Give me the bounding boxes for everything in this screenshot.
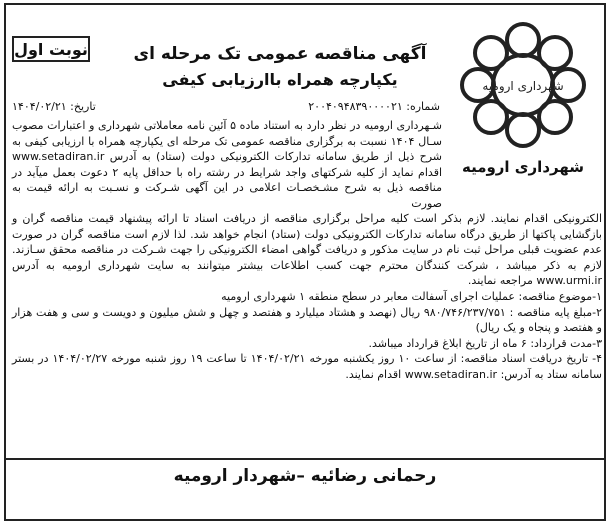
list-item-contract-duration: ۳-مدت قرارداد: ۶ ماه از تاریخ ابلاغ قرارداد میباشد.	[368, 336, 602, 350]
list-item-subject: ۱-موضوع مناقصه: عملیات اجرای آسفالت معابر در سطح منطقه ۱ شهرداری ارومیه	[221, 289, 602, 303]
footer-divider	[4, 458, 606, 460]
notice-date: تاریخ: ۱۴۰۴/۰۲/۲۱	[12, 100, 96, 113]
organization-name: شهرداری ارومیه	[461, 158, 585, 176]
notice-number: شماره: ۲۰۰۴۰۹۴۸۳۹۰۰۰۰۲۱	[308, 100, 440, 113]
logo-emblem-text: شهرداری ارومیه	[482, 79, 564, 93]
logo-emblem-icon	[448, 10, 598, 160]
municipality-logo	[444, 10, 602, 185]
round-badge: نوبت اول	[12, 36, 90, 62]
list-item-base-price: ۲-مبلغ پایه مناقصه : ۹۸۰/۷۴۶/۲۳۷/۷۵۱ ریال (نهصد و هشتاد میلیارد و هفتصد و چهل و شش میلیون و دویست و سی و هفت هزار و هفتصد و پنجاه و یک ریال)	[12, 305, 602, 335]
list-item-document-dates: ۴- تاریخ دریافت اسناد مناقصه: از ساعت ۱۰ روز یکشنبه مورخه ۱۴۰۴/۰۲/۲۱ تا ساعت ۱۹ روز شنبه مورخه ۱۴۰۴/۰۲/۲۷ در بستر سامانه ستاد به آدرس: www.setadiran.ir اقدام نمایند.	[12, 352, 602, 381]
intro-paragraph: شـهرداری ارومیه در نظر دارد به استناد ماده ۵ آئین نامه معاملاتی شهرداری و اعتبارات مصوب سـال ۱۴۰۴ نسبت به برگزاری مناقصه عمومی تک مرحله ای یکپارچه همراه با ارزیابی کیفی به شرح ذیل از طریق سامانه تدارکات الکترونیکی دولت (ستاد) به آدرس www.setadiran.ir اقدام نماید از کلیه شرکتهای واجد شرایط در رشته راه با حداقل پایه ۲ دعوت بعمل میآید در مناقصه ذیل به شرح مشـخصـات اعلامی در این آگهی شـرکت و نسـبت به ارائه قیمت به صورت	[12, 119, 443, 210]
notice-body	[12, 211, 602, 383]
notice-meta	[12, 100, 440, 116]
notice-title: آگهی مناقصه عمومی تک مرحله ای	[133, 44, 427, 64]
notice-subtitle: یکپارچه همراه باارزیابی کیفی	[162, 70, 398, 89]
mayor-signature: رحمانی رضائیه –شهردار ارومیه	[173, 466, 437, 486]
continuation-paragraph: الکترونیکی اقدام نمایند. لازم بذکر است کلیه مراحل برگزاری مناقصه از دریافت اسناد تا ارائه پیشنهاد قیمت مناقصه گران و بازگشایی پاکتها از طریق درگاه سامانه تدارکات الکترونیکی دولت (ستاد) انجام خواهد شد. لذا لازم است مناقصه گران در صورت عدم عضویت قبلی مراحل ثبت نام در سایت مذکور و دریافت گواهی امضاء الکترونیکی را جهت شـرکت در مناقصه محقق سـازند. لازم به ذکر میباشد ، شرکت کنندگان محترم جهت کسب اطلاعات بیشتر میتوانند به سایت شهرداری ارومیه به آدرس www.urmi.ir مراجعه نمایند.	[12, 212, 602, 288]
